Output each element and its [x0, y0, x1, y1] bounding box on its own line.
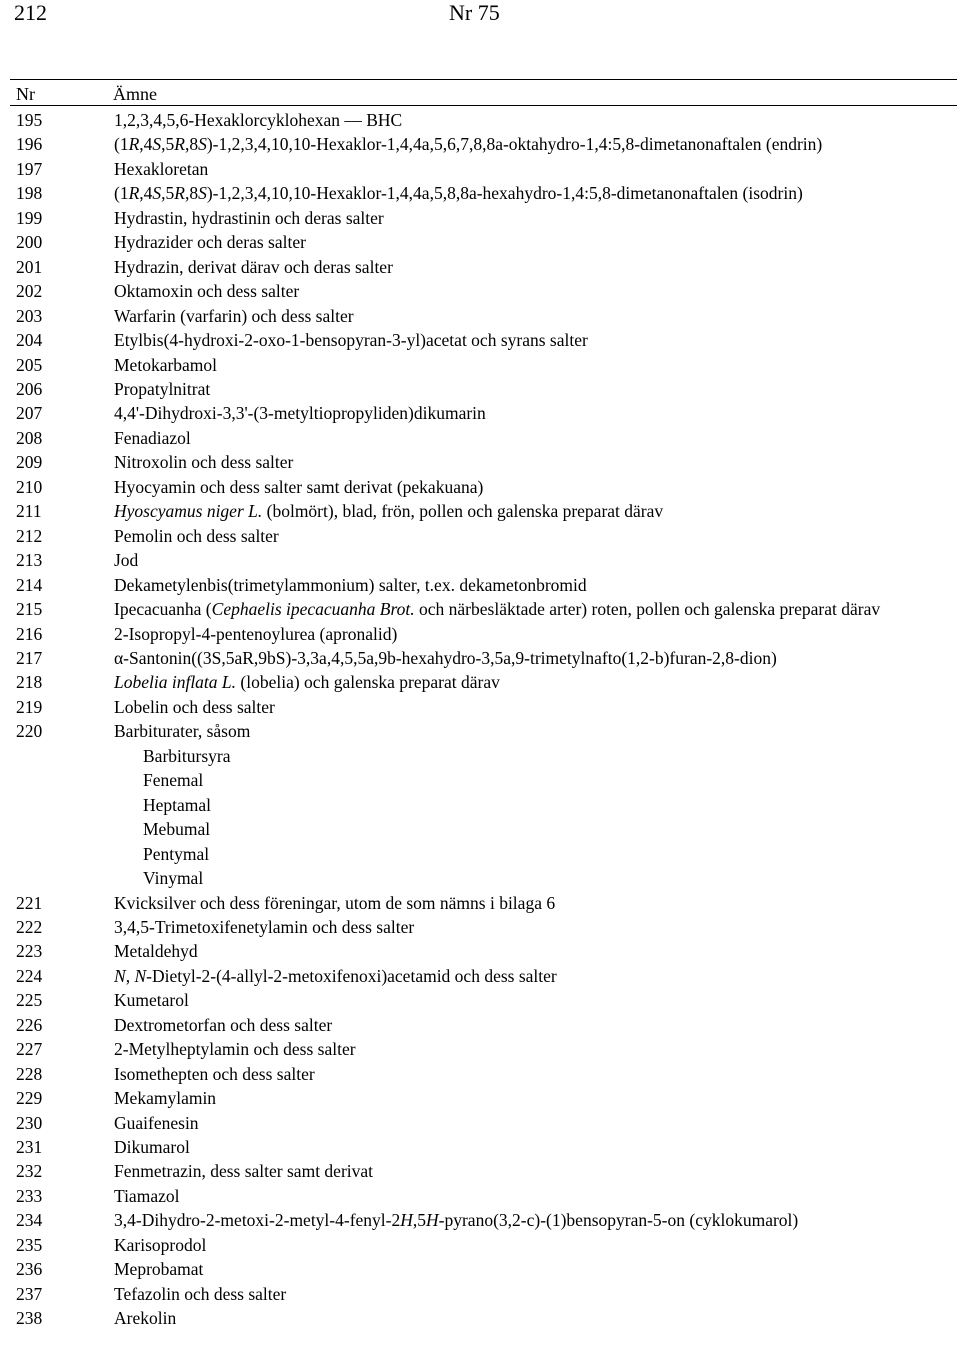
table-row: [0, 1208, 960, 1232]
text-segment: Barbiturater, såsom: [114, 721, 251, 742]
text-segment: Tefazolin och dess salter: [114, 1283, 287, 1304]
row-number: 217: [16, 647, 43, 668]
substance-name: [114, 1037, 960, 1061]
substance-name: [114, 1233, 960, 1257]
text-segment: )-1,2,3,4,10,10-Hexaklor-1,4,4a,5,8,8a-hexahydro-1,4:5,8-dimetanonaftalen (isodrin): [206, 183, 803, 204]
table-row: [0, 939, 960, 963]
table-row: [0, 279, 960, 303]
row-number: 236: [16, 1259, 43, 1280]
substance-name: [114, 132, 960, 156]
row-number: 207: [16, 403, 43, 424]
text-segment: Hydrastin, hydrastinin och deras salter: [114, 207, 384, 228]
table-row: [0, 670, 960, 694]
text-segment: Dikumarol: [114, 1137, 190, 1158]
table-row: [0, 915, 960, 939]
italic-text-segment: S: [152, 134, 162, 155]
table-row: [0, 1184, 960, 1208]
table-row: [0, 964, 960, 988]
row-number: 221: [16, 892, 43, 913]
italic-text-segment: Cephaelis ipecacuanha Brot.: [211, 599, 415, 620]
row-number: 232: [16, 1161, 43, 1182]
table-row: [0, 573, 960, 597]
italic-text-segment: S: [198, 134, 207, 155]
table-row: [0, 328, 960, 352]
substance-name: [114, 1257, 960, 1281]
row-number: 197: [16, 158, 43, 179]
substance-name: [114, 1306, 960, 1330]
substance-name: [114, 1159, 960, 1183]
table-row: [0, 475, 960, 499]
italic-text-segment: N: [134, 965, 147, 986]
substance-name: [114, 279, 960, 303]
substance-name: [114, 157, 960, 181]
italic-text-segment: H: [426, 1210, 439, 1231]
text-segment: Mekamylamin: [114, 1088, 217, 1109]
table-row: [0, 426, 960, 450]
text-segment: ,: [125, 965, 135, 986]
row-number: 198: [16, 183, 43, 204]
row-number: 215: [16, 599, 43, 620]
text-segment: ,5: [161, 134, 175, 155]
text-segment: )-1,2,3,4,10,10-Hexaklor-1,4,4a,5,6,7,8,8a-oktahydro-1,4:5,8-dimetanonaftalen (endrin): [206, 134, 823, 155]
table-row: [0, 450, 960, 474]
journal-number: Nr 75: [449, 0, 500, 25]
sub-item: Vinymal: [143, 868, 204, 889]
italic-text-segment: R: [174, 183, 185, 204]
row-number: 235: [16, 1234, 43, 1255]
italic-text-segment: H: [400, 1210, 413, 1231]
row-number: 201: [16, 256, 43, 277]
text-segment: Meprobamat: [114, 1259, 204, 1280]
page-header: [0, 0, 960, 30]
text-segment: (1: [114, 183, 129, 204]
table-row: [0, 1062, 960, 1086]
text-segment: -Dietyl-2-(4-allyl-2-metoxifenoxi)acetamid och dess salter: [146, 965, 557, 986]
substance-name: [114, 353, 960, 377]
table-row: [0, 1306, 960, 1330]
substance-name: [114, 108, 960, 132]
substance-name: [114, 670, 960, 694]
row-number: 226: [16, 1014, 43, 1035]
row-number: 231: [16, 1137, 43, 1158]
table-row: [0, 1257, 960, 1281]
substance-name: [114, 401, 960, 425]
text-segment: Etylbis(4-hydroxi-2-oxo-1-bensopyran-3-yl)acetat och syrans salter: [114, 330, 588, 351]
row-number: 214: [16, 574, 43, 595]
text-segment: ,8: [184, 134, 199, 155]
text-segment: α-Santonin((3S,5aR,9bS)-3,3a,4,5,5a,9b-hexahydro-3,5a,9-trimetylnafto(1,2-b)furan-2,8-dion): [114, 647, 777, 668]
substance-name: [114, 695, 960, 719]
row-number: 195: [16, 110, 43, 130]
table-row: [0, 1135, 960, 1159]
text-segment: Tiamazol: [114, 1185, 180, 1206]
row-number: 218: [16, 672, 43, 693]
table-row: [0, 108, 960, 132]
text-segment: Dextrometorfan och dess salter: [114, 1014, 333, 1035]
table-row: [0, 1282, 960, 1306]
substance-name: [114, 891, 960, 915]
substance-name: [114, 206, 960, 230]
text-segment: Fenmetrazin, dess salter samt derivat: [114, 1161, 374, 1182]
text-segment: 2-Isopropyl-4-pentenoylurea (apronalid): [114, 623, 398, 644]
substance-name: [114, 646, 960, 670]
substance-name: [114, 573, 960, 597]
substance-name: [114, 230, 960, 254]
text-segment: ,4: [139, 183, 153, 204]
text-segment: Fenadiazol: [114, 427, 191, 448]
row-number: 228: [16, 1063, 43, 1084]
table-row: [0, 622, 960, 646]
row-number: 200: [16, 232, 43, 253]
text-segment: Metokarbamol: [114, 354, 218, 375]
text-segment: ,4: [139, 134, 153, 155]
substance-name: [114, 426, 960, 450]
row-number: 227: [16, 1039, 43, 1060]
table-row: [0, 304, 960, 328]
row-number: 212: [16, 525, 43, 546]
substance-name: [114, 181, 960, 205]
table-row: [0, 181, 960, 205]
table-row: [0, 597, 960, 621]
column-header-amne: Ämne: [113, 84, 157, 104]
row-number: 230: [16, 1112, 43, 1133]
substance-name: [114, 622, 960, 646]
table-row: [0, 646, 960, 670]
text-segment: Kumetarol: [114, 990, 189, 1011]
row-number: 229: [16, 1088, 43, 1109]
table-row: [0, 206, 960, 230]
sub-item: Mebumal: [143, 819, 211, 840]
table-row: [0, 255, 960, 279]
text-segment: ,5: [412, 1210, 427, 1231]
row-number: 205: [16, 354, 43, 375]
table-row: [0, 1111, 960, 1135]
substance-name: [114, 548, 960, 572]
row-number: 202: [16, 281, 43, 302]
text-segment: Warfarin (varfarin) och dess salter: [114, 305, 354, 326]
row-number: 199: [16, 207, 43, 228]
substance-name: [114, 1013, 960, 1037]
table-row: [0, 230, 960, 254]
text-segment: Arekolin: [114, 1308, 177, 1329]
italic-text-segment: S: [198, 183, 207, 204]
text-segment: (bolmört), blad, frön, pollen och galenska preparat därav: [262, 501, 664, 522]
row-number: 203: [16, 305, 43, 326]
substance-name: [114, 1184, 960, 1208]
text-segment: ,5: [161, 183, 175, 204]
text-segment: Kvicksilver och dess föreningar, utom de som nämns i bilaga 6: [114, 892, 556, 913]
sub-item: Pentymal: [143, 843, 210, 864]
text-segment: (lobelia) och galenska preparat därav: [236, 672, 500, 693]
substance-name: [114, 1208, 960, 1232]
text-segment: 2-Metylheptylamin och dess salter: [114, 1039, 356, 1060]
table-row: [0, 377, 960, 401]
row-number: 220: [16, 721, 43, 742]
text-segment: Hydrazin, derivat därav och deras salter: [114, 256, 393, 277]
text-segment: Metaldehyd: [114, 941, 198, 962]
italic-text-segment: Hyoscyamus niger L.: [114, 501, 263, 522]
row-number: 208: [16, 427, 43, 448]
row-number: 213: [16, 550, 43, 571]
column-header-nr: Nr: [16, 84, 35, 104]
table-row: [0, 1086, 960, 1110]
table-header-rule: [10, 105, 957, 106]
table-top-rule: [10, 79, 957, 80]
substance-name: [114, 450, 960, 474]
table-row: [0, 353, 960, 377]
substance-name: [114, 304, 960, 328]
row-number: 209: [16, 452, 43, 473]
substance-name: [114, 1282, 960, 1306]
text-segment: Hyocyamin och dess salter samt derivat (pekakuana): [114, 476, 484, 497]
text-segment: Pemolin och dess salter: [114, 525, 279, 546]
row-number: 223: [16, 941, 43, 962]
substance-name: [114, 964, 960, 988]
italic-text-segment: R: [128, 134, 140, 155]
sub-item: Heptamal: [143, 794, 212, 815]
substance-name: [114, 475, 960, 499]
text-segment: 1,2,3,4,5,6-Hexaklorcyklohexan — BHC: [114, 110, 403, 130]
text-segment: Karisoprodol: [114, 1234, 207, 1255]
substance-name: [114, 328, 960, 352]
row-number: 211: [16, 501, 42, 522]
text-segment: 3,4-Dihydro-2-metoxi-2-metyl-4-fenyl-2: [114, 1210, 401, 1231]
italic-text-segment: R: [128, 183, 140, 204]
table-row: [0, 1013, 960, 1037]
table-row: [0, 499, 960, 523]
text-segment: -pyrano(3,2-c)-(1)bensopyran-5-on (cyklokumarol): [438, 1210, 799, 1231]
substance-name: [114, 377, 960, 401]
row-number: 225: [16, 990, 43, 1011]
table-row: [0, 548, 960, 572]
substance-name: [114, 499, 960, 523]
substance-name: [114, 1111, 960, 1135]
table-row: [0, 988, 960, 1012]
substance-name: [114, 1062, 960, 1086]
row-number: 224: [16, 965, 43, 986]
text-segment: Hexakloretan: [114, 158, 209, 179]
substance-name: [114, 719, 960, 743]
substance-table: [0, 108, 960, 1331]
row-number: 219: [16, 696, 43, 717]
table-row: [0, 719, 960, 890]
row-number: 196: [16, 134, 43, 155]
text-segment: Guaifenesin: [114, 1112, 199, 1133]
row-number: 222: [16, 916, 43, 937]
row-number: 210: [16, 476, 43, 497]
table-row: [0, 132, 960, 156]
substance-name: [114, 915, 960, 939]
italic-text-segment: N: [114, 965, 126, 986]
table-row: [0, 157, 960, 181]
table-row: [0, 524, 960, 548]
text-segment: 3,4,5-Trimetoxifenetylamin och dess salter: [114, 916, 415, 937]
substance-name: [114, 939, 960, 963]
table-row: [0, 1233, 960, 1257]
sub-item: Barbitursyra: [143, 745, 231, 766]
row-number: 233: [16, 1185, 43, 1206]
text-segment: Jod: [114, 550, 139, 571]
substance-name: [114, 255, 960, 279]
table-row: [0, 1037, 960, 1061]
text-segment: 4,4'-Dihydroxi-3,3'-(3-metyltiopropyliden)dikumarin: [114, 403, 486, 424]
row-number: 234: [16, 1210, 43, 1231]
table-row: [0, 1159, 960, 1183]
substance-name: [114, 988, 960, 1012]
text-segment: Hydrazider och deras salter: [114, 232, 306, 253]
text-segment: Ipecacuanha (: [114, 599, 212, 620]
text-segment: Propatylnitrat: [114, 378, 211, 399]
text-segment: Dekametylenbis(trimetylammonium) salter, t.ex. dekametonbromid: [114, 574, 587, 595]
text-segment: och närbesläktade arter) roten, pollen och galenska preparat därav: [414, 599, 881, 620]
row-number: 238: [16, 1308, 43, 1329]
row-number: 216: [16, 623, 43, 644]
substance-name: [114, 1135, 960, 1159]
text-segment: Oktamoxin och dess salter: [114, 281, 300, 302]
sub-item: Fenemal: [143, 770, 204, 791]
table-row: [0, 891, 960, 915]
substance-name: [114, 597, 960, 621]
text-segment: Nitroxolin och dess salter: [114, 452, 294, 473]
text-segment: Isomethepten och dess salter: [114, 1063, 315, 1084]
substance-name: [114, 1086, 960, 1110]
italic-text-segment: R: [174, 134, 185, 155]
substance-name: [114, 524, 960, 548]
italic-text-segment: S: [152, 183, 162, 204]
italic-text-segment: Lobelia inflata L.: [114, 672, 237, 693]
row-number: 206: [16, 378, 43, 399]
table-row: [0, 401, 960, 425]
page-number: 212: [14, 0, 47, 25]
row-number: 204: [16, 330, 43, 351]
row-number: 237: [16, 1283, 43, 1304]
text-segment: (1: [114, 134, 129, 155]
text-segment: Lobelin och dess salter: [114, 696, 275, 717]
text-segment: ,8: [184, 183, 199, 204]
table-row: [0, 695, 960, 719]
